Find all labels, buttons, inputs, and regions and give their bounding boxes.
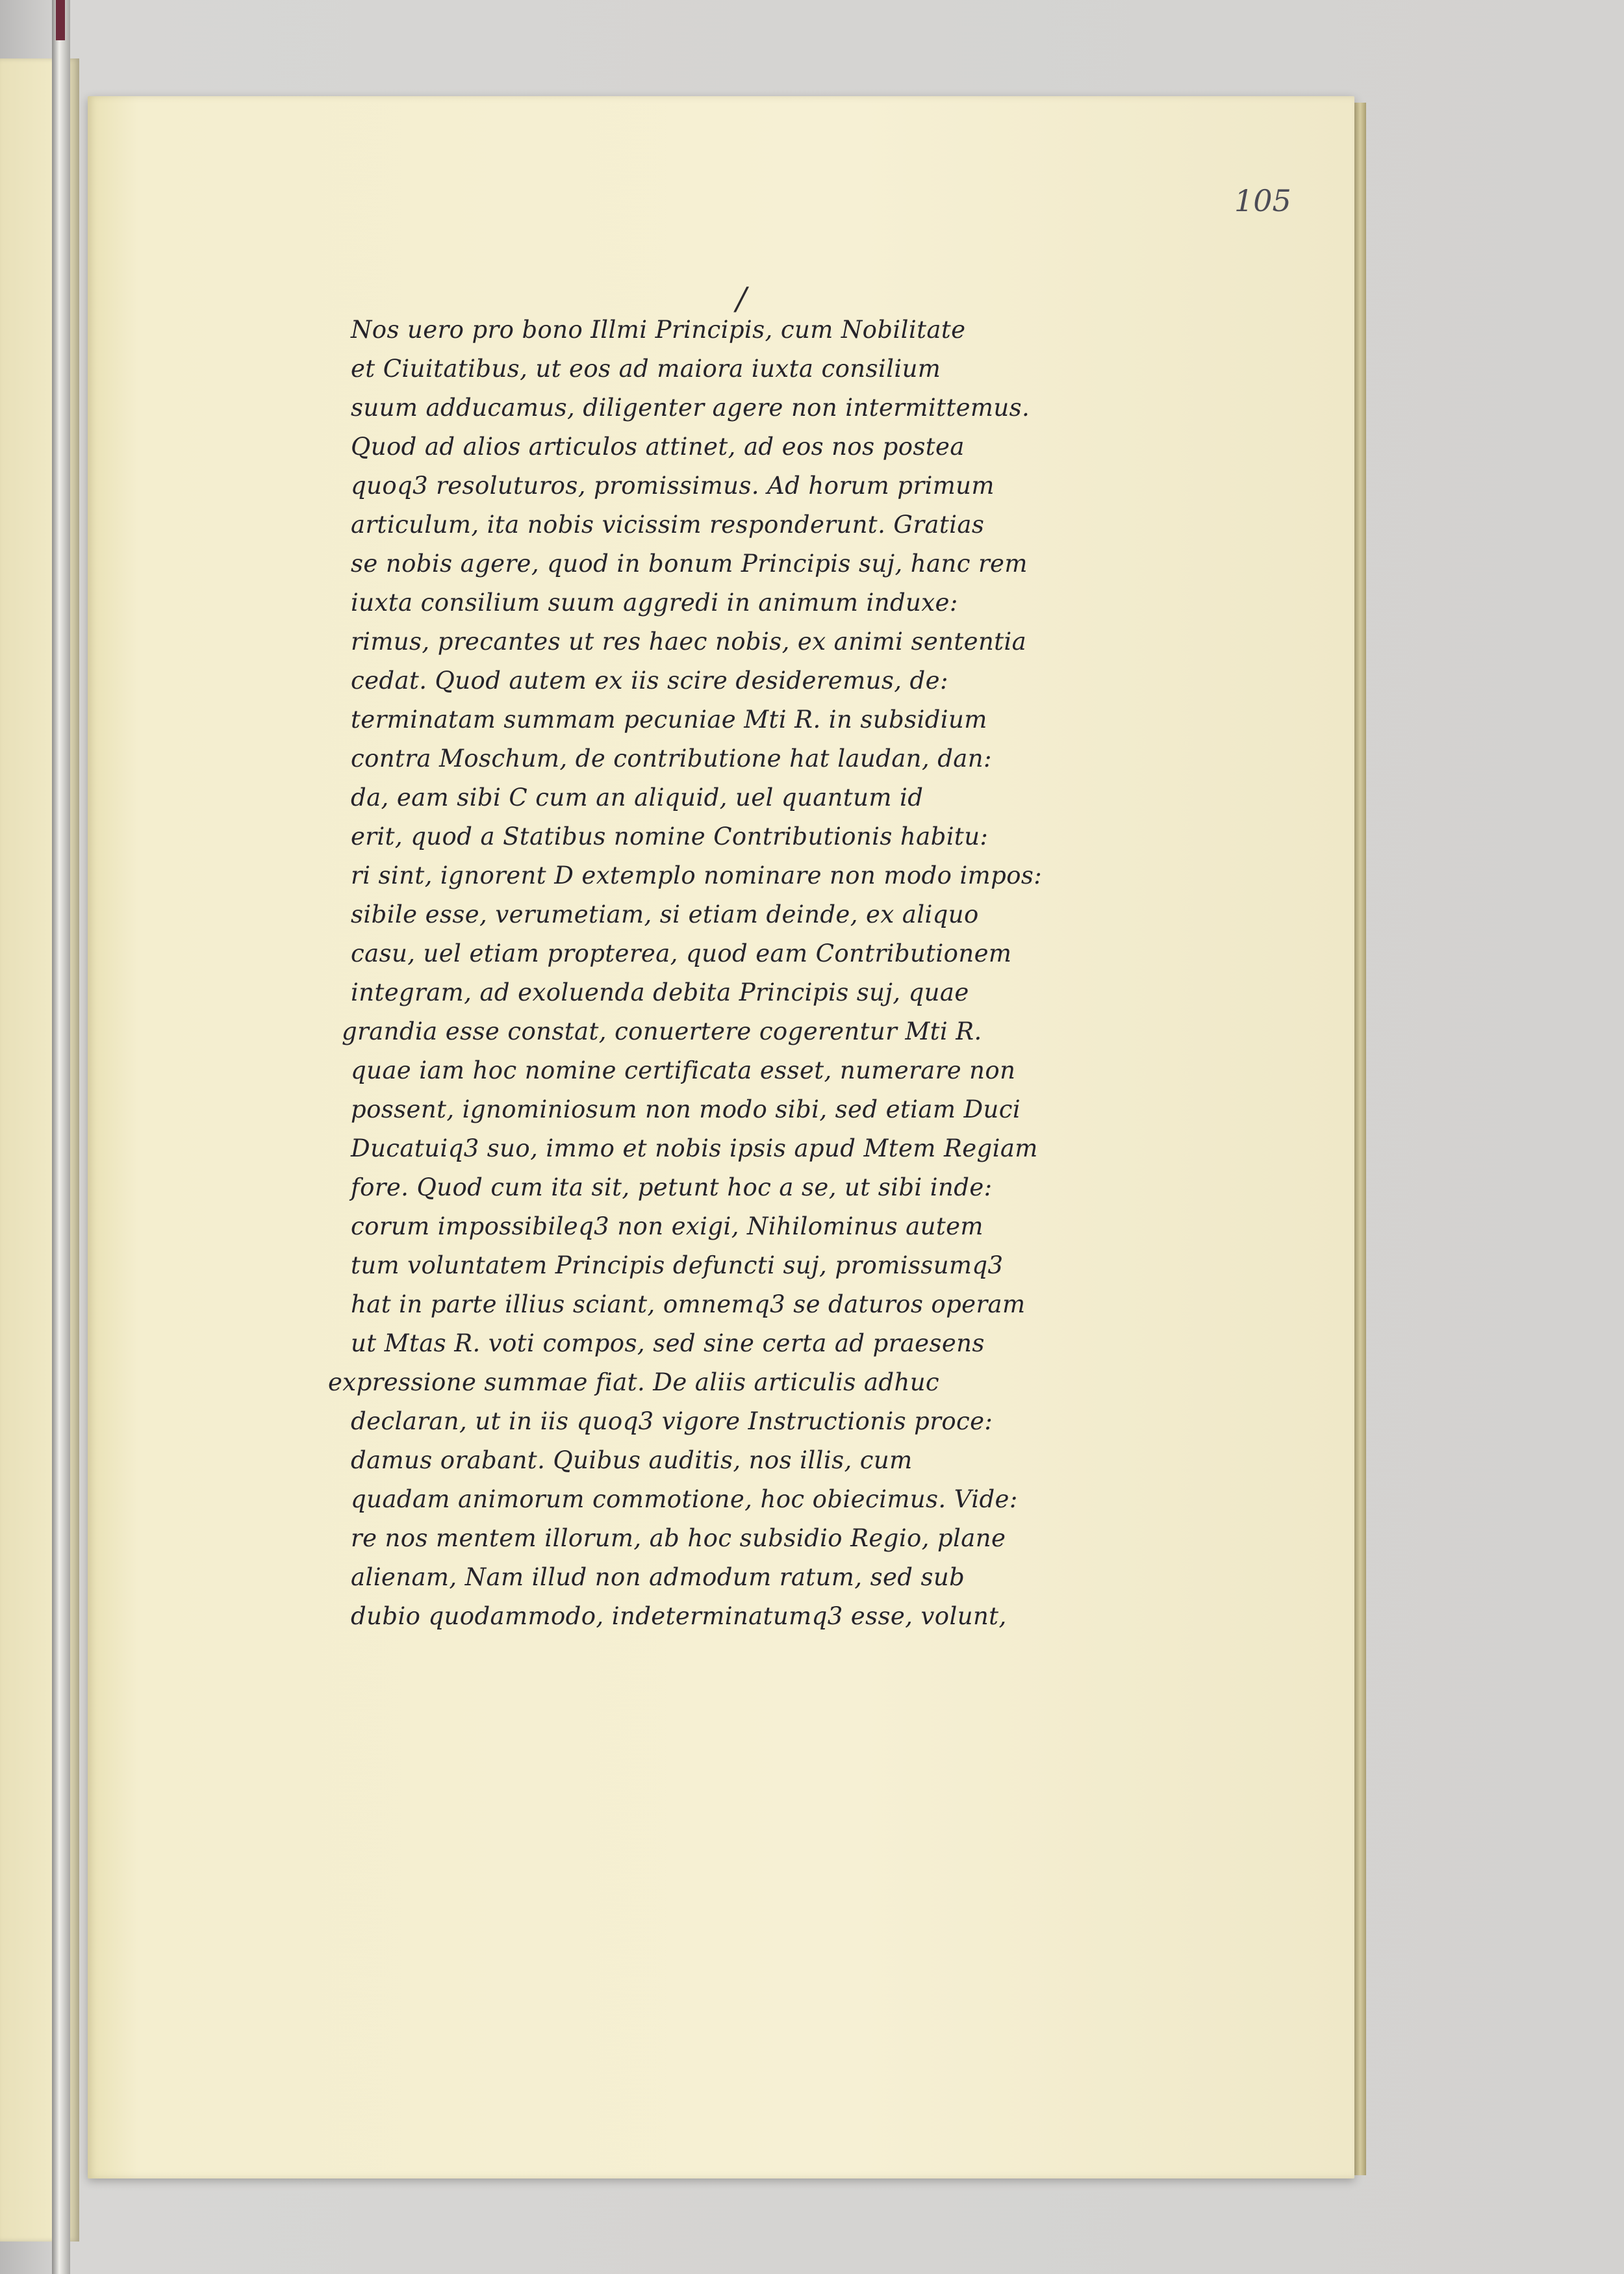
text-line: suum adducamus, diligenter agere non intermittemus. xyxy=(351,394,1030,422)
folio-number: 105 xyxy=(1234,183,1291,218)
text-line: ut Mtas R. voti compos, sed sine certa ad praesens xyxy=(351,1329,985,1357)
text-line: expressione summae fiat. De aliis articulis adhuc xyxy=(328,1368,940,1396)
text-line: quadam animorum commotione, hoc obiecimus. Vide: xyxy=(351,1485,1018,1513)
text-line: iuxta consilium suum aggredi in animum induxe: xyxy=(351,589,958,617)
text-line: Ducatuiq3 suo, immo et nobis ipsis apud Mtem Regiam xyxy=(351,1134,1038,1162)
text-line: re nos mentem illorum, ab hoc subsidio Regio, plane xyxy=(351,1524,1006,1552)
text-line: Nos uero pro bono Illmi Principis, cum Nobilitate xyxy=(351,316,966,344)
text-line: tum voluntatem Principis defuncti suj, promissumq3 xyxy=(351,1251,1004,1279)
text-line: dubio quodammodo, indeterminatumq3 esse, volunt, xyxy=(351,1602,1007,1630)
text-line: hat in parte illius sciant, omnemq3 se daturos operam xyxy=(351,1290,1026,1318)
text-line: da, eam sibi C cum an aliquid, uel quantum id xyxy=(351,784,924,811)
book-binding xyxy=(52,0,70,2274)
text-line: possent, ignominiosum non modo sibi, sed etiam Duci xyxy=(351,1095,1021,1123)
text-line: quae iam hoc nomine certificata esset, numerare non xyxy=(351,1056,1016,1084)
text-line: ri sint, ignorent D extemplo nominare non modo impos: xyxy=(351,862,1043,889)
text-line: integram, ad exoluenda debita Principis suj, quae xyxy=(351,978,969,1006)
text-line: Quod ad alios articulos attinet, ad eos nos postea xyxy=(351,433,965,461)
insertion-mark: / xyxy=(736,281,747,317)
text-line: rimus, precantes ut res haec nobis, ex animi sententia xyxy=(351,628,1027,656)
text-line: corum impossibileq3 non exigi, Nihilominus autem xyxy=(351,1212,983,1240)
page-stack-edge xyxy=(1354,103,1366,2175)
text-line: alienam, Nam illud non admodum ratum, sed sub xyxy=(351,1563,965,1591)
text-line: contra Moschum, de contributione hat laudan, dan: xyxy=(351,745,992,773)
text-line: et Ciuitatibus, ut eos ad maiora iuxta consilium xyxy=(351,355,941,383)
text-line: declaran, ut in iis quoq3 vigore Instructionis proce: xyxy=(351,1407,993,1435)
text-line: quoq3 resoluturos, promissimus. Ad horum primum xyxy=(351,472,995,500)
text-line: damus orabant. Quibus auditis, nos illis, cum xyxy=(351,1446,913,1474)
manuscript-text xyxy=(328,311,1221,1636)
text-line: casu, uel etiam propterea, quod eam Contributionem xyxy=(351,939,1012,967)
binding-ribbon xyxy=(56,0,65,40)
text-line: sibile esse, verumetiam, si etiam deinde, ex aliquo xyxy=(351,901,979,928)
text-line: se nobis agere, quod in bonum Principis suj, hanc rem xyxy=(351,550,1028,578)
text-line: articulum, ita nobis vicissim responderunt. Gratias xyxy=(351,511,985,539)
text-line: grandia esse constat, conuertere cogerentur Mti R. xyxy=(342,1017,982,1045)
text-line: terminatam summam pecuniae Mti R. in subsidium xyxy=(351,706,987,734)
text-line: erit, quod a Statibus nomine Contributionis habitu: xyxy=(351,823,989,850)
text-line: fore. Quod cum ita sit, petunt hoc a se, ut sibi inde: xyxy=(351,1173,993,1201)
text-line: cedat. Quod autem ex iis scire desideremus, de: xyxy=(351,667,948,695)
